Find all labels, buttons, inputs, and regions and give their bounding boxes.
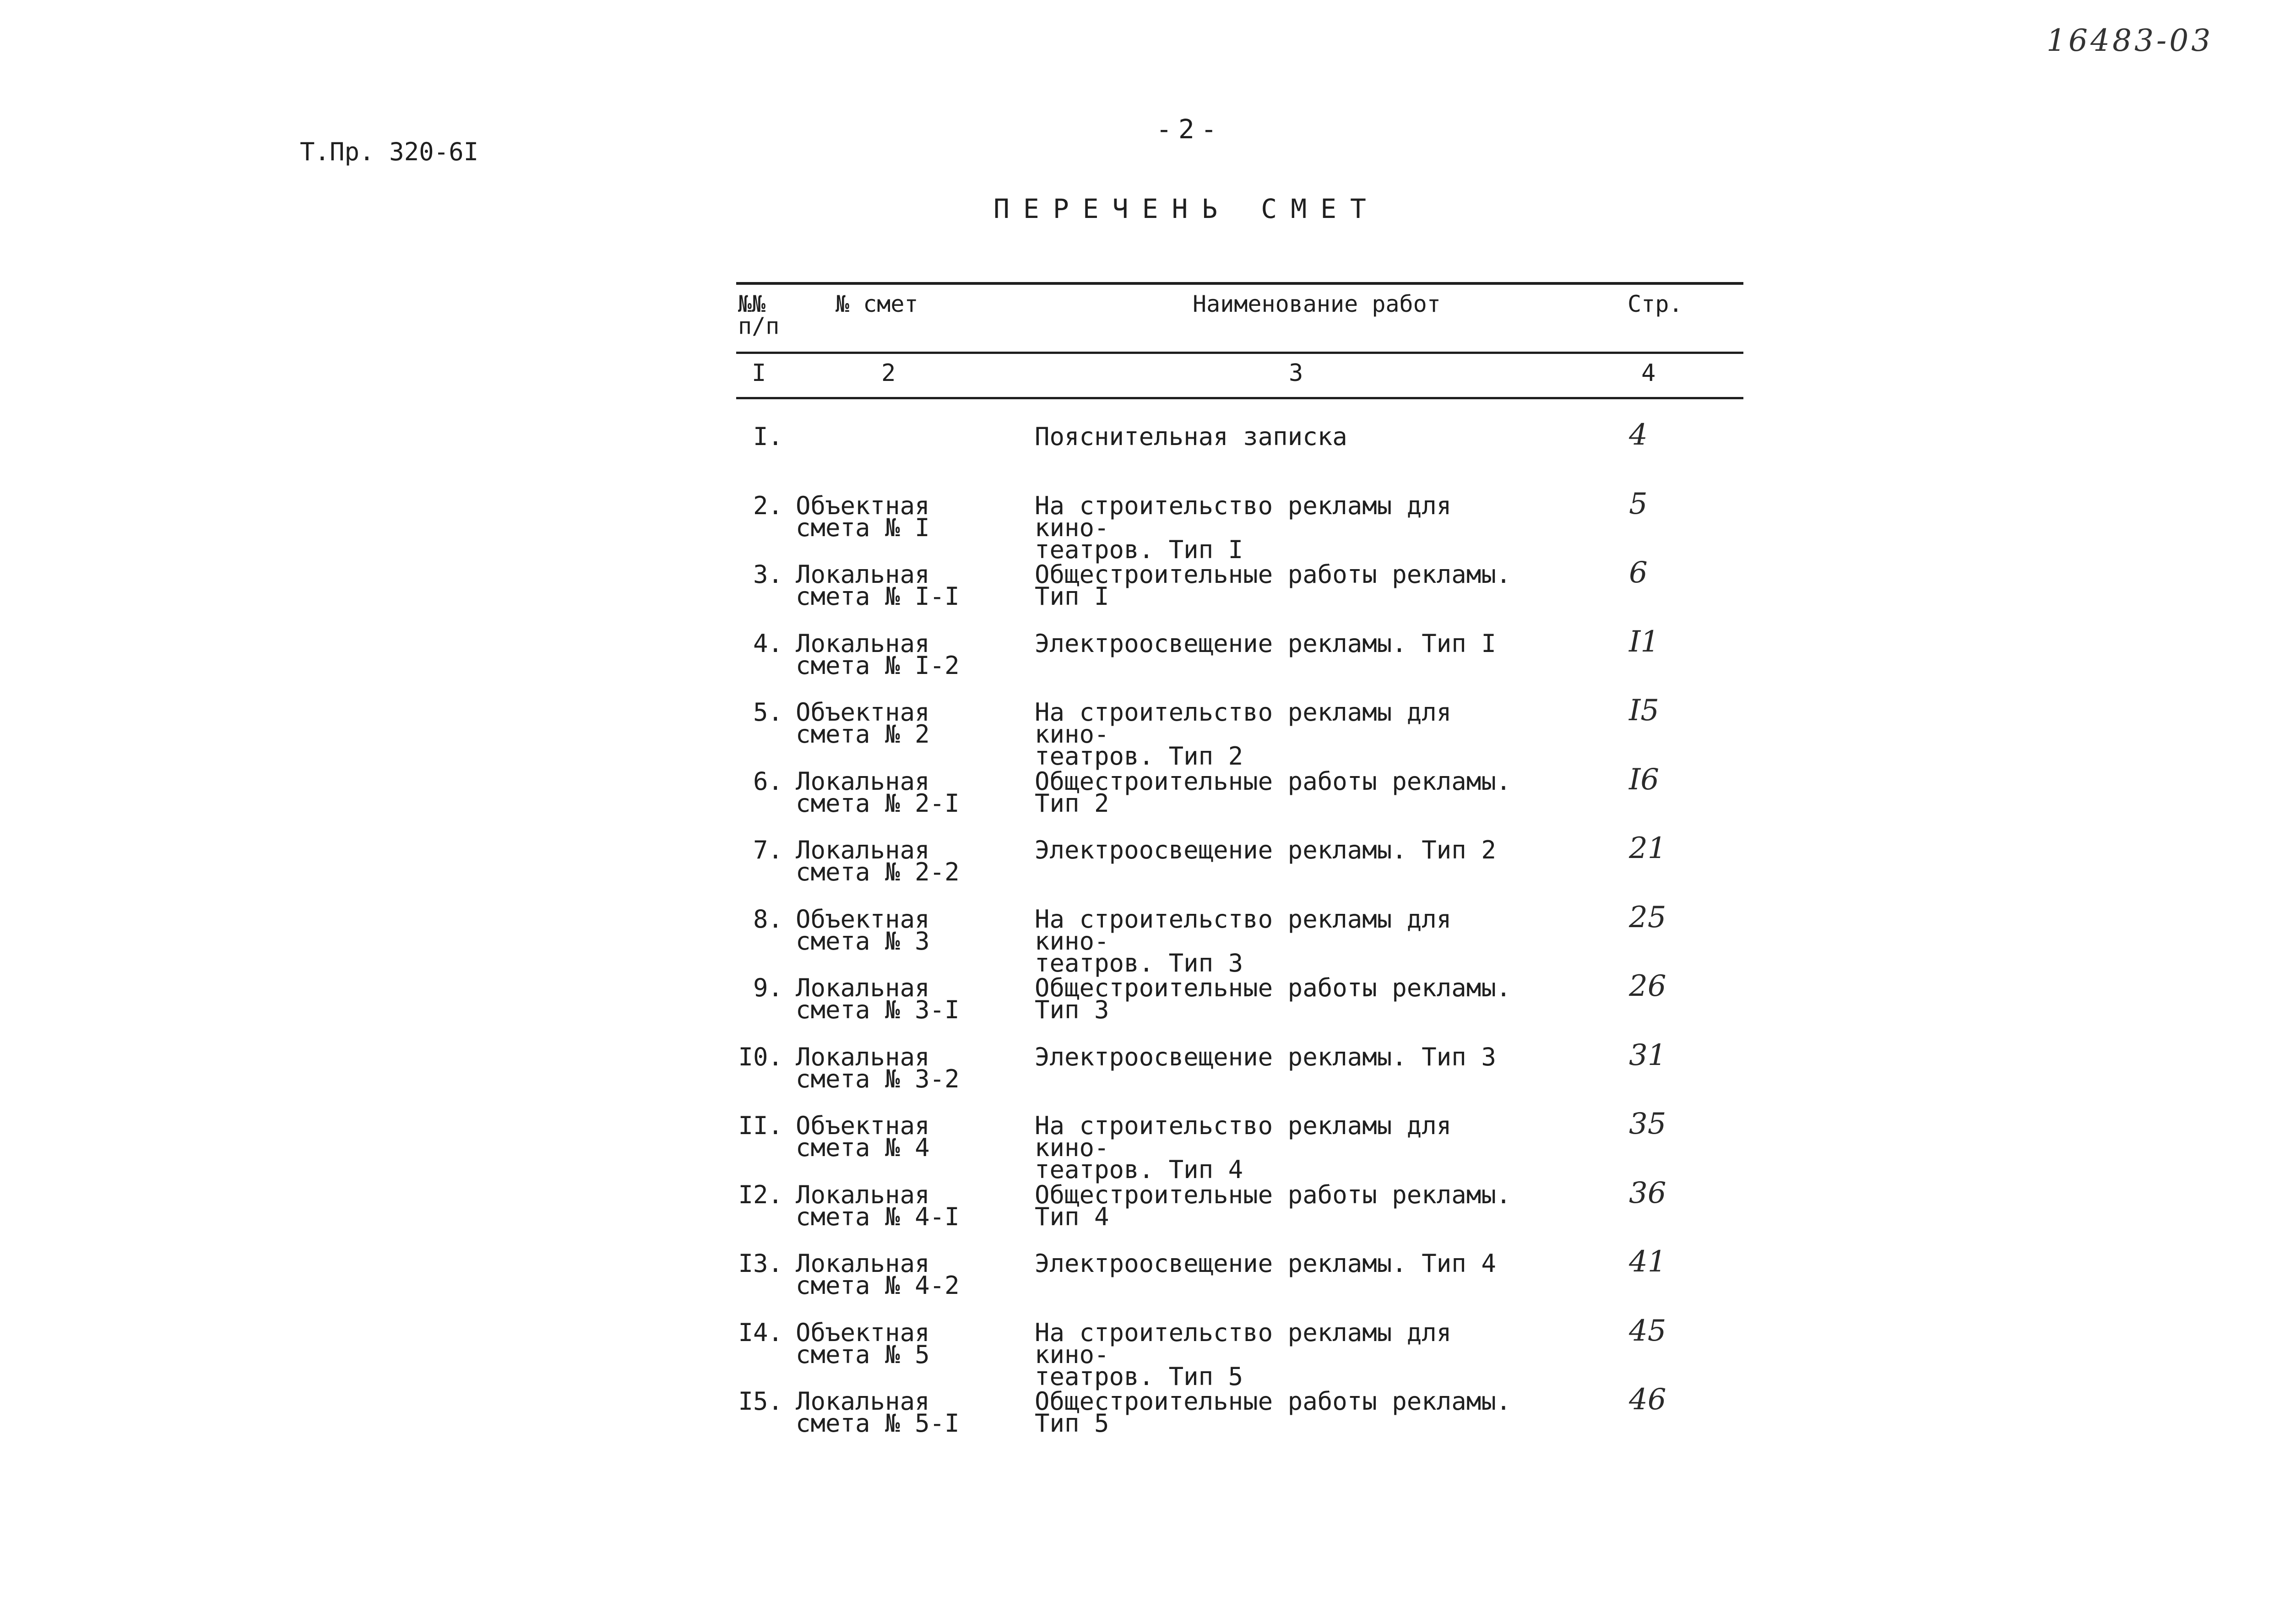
estimate-name: Объектная смета № 5 bbox=[796, 1318, 930, 1369]
row-number: I0. bbox=[738, 1043, 783, 1071]
page-reference: 36 bbox=[1629, 1176, 1666, 1210]
row-number: I. bbox=[753, 422, 783, 451]
table-row bbox=[736, 901, 1743, 978]
estimate-name: Объектная смета № 4 bbox=[796, 1111, 930, 1162]
table-row bbox=[736, 831, 1743, 903]
estimate-name: Локальная смета № 2-I bbox=[796, 767, 960, 818]
table-row bbox=[736, 969, 1743, 1041]
column-number-1: I bbox=[752, 359, 766, 387]
work-name: На строительство рекламы для кино- театров. Тип 4 bbox=[1035, 1111, 1452, 1184]
row-number: 2. bbox=[753, 491, 783, 520]
page-number: -2- bbox=[1156, 114, 1223, 145]
table-row bbox=[736, 625, 1743, 697]
project-code: Т.Пр. 320-6I bbox=[300, 137, 479, 166]
page-reference: 31 bbox=[1629, 1038, 1666, 1072]
page-reference: 5 bbox=[1629, 487, 1648, 521]
header-row-number: №№ п/п bbox=[738, 291, 780, 339]
work-name: На строительство рекламы для кино- театров. Тип 3 bbox=[1035, 905, 1452, 978]
work-name: Электроосвещение рекламы. Тип I bbox=[1035, 629, 1496, 658]
work-name: Электроосвещение рекламы. Тип 3 bbox=[1035, 1043, 1496, 1071]
estimate-name: Локальная смета № 5-I bbox=[796, 1387, 960, 1438]
row-number: 7. bbox=[753, 836, 783, 864]
table-row bbox=[736, 1245, 1743, 1317]
header-page: Стр. bbox=[1628, 291, 1683, 317]
table-row bbox=[736, 556, 1743, 628]
estimate-name: Локальная смета № 3-I bbox=[796, 973, 960, 1024]
page-reference: I5 bbox=[1629, 694, 1659, 728]
page-reference: 25 bbox=[1629, 901, 1666, 934]
row-number: 6. bbox=[753, 767, 783, 796]
work-name: Электроосвещение рекламы. Тип 2 bbox=[1035, 836, 1496, 864]
row-number: II. bbox=[738, 1111, 783, 1140]
estimate-name: Объектная смета № I bbox=[796, 491, 930, 542]
row-number: I4. bbox=[738, 1318, 783, 1347]
table-row bbox=[736, 1176, 1743, 1248]
row-number: 8. bbox=[753, 905, 783, 934]
row-number: I3. bbox=[738, 1249, 783, 1278]
estimate-name: Локальная смета № 2-2 bbox=[796, 836, 960, 886]
header-estimate-number: № смет bbox=[836, 291, 918, 317]
estimate-name: Локальная смета № 4-I bbox=[796, 1180, 960, 1231]
page-reference: 41 bbox=[1629, 1245, 1666, 1279]
page-reference: 45 bbox=[1629, 1314, 1666, 1348]
work-name: Общестроительные работы рекламы. Тип 3 bbox=[1035, 973, 1511, 1024]
row-number: 5. bbox=[753, 698, 783, 727]
table-row bbox=[736, 1107, 1743, 1184]
row-number: I5. bbox=[738, 1387, 783, 1416]
work-name: На строительство рекламы для кино- театров. Тип 2 bbox=[1035, 698, 1452, 771]
column-number-2: 2 bbox=[881, 359, 896, 387]
estimate-name: Объектная смета № 2 bbox=[796, 698, 930, 749]
table-header-rule bbox=[736, 352, 1743, 354]
work-name: Пояснительная записка bbox=[1035, 422, 1347, 451]
page-reference: I6 bbox=[1629, 763, 1659, 797]
page-reference: 4 bbox=[1629, 418, 1648, 452]
page-reference: 46 bbox=[1629, 1383, 1666, 1417]
row-number: 4. bbox=[753, 629, 783, 658]
table-column-number-rule bbox=[736, 397, 1743, 399]
table-row bbox=[736, 487, 1743, 564]
column-number-3: 3 bbox=[1289, 359, 1303, 387]
estimate-name: Локальная смета № 3-2 bbox=[796, 1043, 960, 1093]
estimate-name: Локальная смета № I-2 bbox=[796, 629, 960, 680]
work-name: Общестроительные работы рекламы. Тип 4 bbox=[1035, 1180, 1511, 1231]
column-number-4: 4 bbox=[1641, 359, 1656, 387]
page-reference: 26 bbox=[1629, 969, 1666, 1003]
archive-number: 16483-03 bbox=[2046, 23, 2214, 58]
page-reference: 21 bbox=[1629, 831, 1666, 865]
work-name: Электроосвещение рекламы. Тип 4 bbox=[1035, 1249, 1496, 1278]
page-title: ПЕРЕЧЕНЬ СМЕТ bbox=[993, 193, 1380, 224]
row-number: 9. bbox=[753, 973, 783, 1002]
table-row bbox=[736, 763, 1743, 835]
table-row bbox=[736, 1383, 1743, 1455]
estimate-name: Локальная смета № I-I bbox=[796, 560, 960, 611]
page-reference: I1 bbox=[1629, 625, 1659, 659]
table-row bbox=[736, 418, 1743, 490]
table-row bbox=[736, 1314, 1743, 1391]
page-reference: 35 bbox=[1629, 1107, 1666, 1141]
table-row bbox=[736, 1038, 1743, 1110]
page-reference: 6 bbox=[1629, 556, 1648, 590]
header-work-name: Наименование работ bbox=[1193, 291, 1441, 317]
table-top-rule bbox=[736, 282, 1743, 285]
work-name: Общестроительные работы рекламы. Тип 5 bbox=[1035, 1387, 1511, 1438]
work-name: На строительство рекламы для кино- театров. Тип 5 bbox=[1035, 1318, 1452, 1391]
table-row bbox=[736, 694, 1743, 771]
estimate-name: Локальная смета № 4-2 bbox=[796, 1249, 960, 1300]
work-name: Общестроительные работы рекламы. Тип I bbox=[1035, 560, 1511, 611]
row-number: I2. bbox=[738, 1180, 783, 1209]
row-number: 3. bbox=[753, 560, 783, 589]
work-name: На строительство рекламы для кино- театров. Тип I bbox=[1035, 491, 1452, 564]
estimate-name: Объектная смета № 3 bbox=[796, 905, 930, 956]
work-name: Общестроительные работы рекламы. Тип 2 bbox=[1035, 767, 1511, 818]
